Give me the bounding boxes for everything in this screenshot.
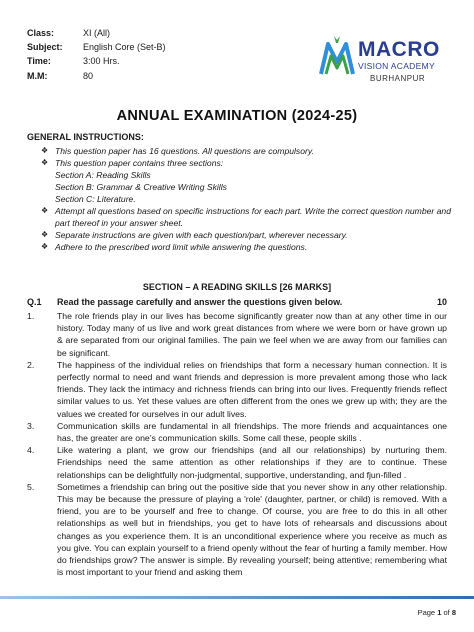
general-instructions-heading: GENERAL INSTRUCTIONS:	[27, 132, 144, 142]
page-current: 1	[437, 608, 442, 617]
logo-subtitle: VISION ACADEMY	[358, 61, 435, 71]
paragraph-text: Like watering a plant, we grow our friendships (and all our relationships) by nurturing them. Friendships need the same attention as other relationships if they are to continue. These relationships can be delightfully non-judgmental, supportive, understanding, and fjun-filled .	[57, 445, 447, 480]
paragraph-text: The happiness of the individual relies on friendships that form a necessary human connection. It is perfectly normal to need and want friends and depression is more prevalent among those who lack friends. They lack the intimacy and richness friends can bring into our lives. Frequently friends reflect similar values to us. Yet these values are often different from the ones we grew up with; they are the values we created for ourselves in our adult lives.	[57, 359, 447, 419]
footer-divider	[0, 596, 474, 599]
logo-title: MACRO	[358, 38, 440, 61]
passage	[27, 310, 447, 578]
paragraph-number: 2.	[27, 359, 35, 370]
meta-label: M.M:	[27, 70, 48, 81]
question-marks: 10	[436, 297, 447, 307]
meta-value: English Core (Set-B)	[83, 42, 166, 53]
passage-paragraph	[27, 420, 447, 444]
meta-label: Class:	[27, 28, 55, 38]
diamond-bullet-icon: ❖	[41, 230, 49, 239]
instruction-text: Section A: Reading Skills	[55, 170, 151, 180]
instruction-text: Attempt all questions based on specific instructions for each part. Write the correct question number and part thereof in your answer sheet.	[55, 206, 451, 228]
logo-city: BURHANPUR	[370, 74, 426, 83]
passage-paragraph	[27, 444, 447, 481]
question-1	[27, 297, 447, 307]
meta-value: 80	[83, 70, 94, 81]
paragraph-number: 5.	[27, 481, 35, 492]
meta-row-class	[27, 26, 166, 40]
page-of: of	[443, 608, 450, 617]
instruction-item	[41, 157, 456, 169]
paragraph-text: The role friends play in our lives has become significantly greater now than at any other time in our history. Today many of us live and work great distances from where we were born or have grown up & are separated from our original families. The pain we feel when we are away from our families can be significant.	[57, 311, 447, 358]
passage-paragraph	[27, 481, 447, 579]
meta-row-subject	[27, 40, 166, 54]
instruction-text: Separate instructions are given with each question/part, wherever necessary.	[55, 230, 348, 240]
paragraph-text: Sometimes a friendship can bring out the positive side that you never show in any other relationship. This may be because the pressure of playing a 'role' (daughter, partner, or child) is removed. With a friend, you are to be yourself and free to change. Of course, you are free to do this in all other relationships as well but in friendships, you get to have lots of rehearsals and discussions about changes as you experience them. It is an unconditional experience where you receive as much as you give. You can explain yourself to a friend openly without the fear of hurting a family member. How do friendships grow? The answer is simple. By revealing yourself; being attentive; remembering what is most important to your friend and asking them	[57, 481, 447, 578]
instruction-subitem	[41, 169, 456, 181]
page-number	[418, 608, 456, 617]
instruction-text: Section B: Grammar & Creative Writing Skills	[55, 182, 227, 192]
instruction-text: Adhere to the prescribed word limit while answering the questions.	[55, 242, 308, 252]
exam-title: ANNUAL EXAMINATION (2024-25)	[116, 108, 358, 124]
meta-label: Time:	[27, 56, 51, 67]
instruction-item	[41, 145, 456, 157]
instruction-item	[41, 205, 456, 229]
passage-paragraph	[27, 359, 447, 420]
question-text: Read the passage carefully and answer the questions given below.	[57, 297, 343, 307]
meta-row-time	[27, 54, 166, 68]
paragraph-number: 4.	[27, 445, 35, 456]
diamond-bullet-icon: ❖	[41, 146, 49, 155]
instruction-text: This question paper contains three sections:	[55, 158, 224, 168]
instruction-text: Section C: Literature.	[55, 194, 136, 204]
meta-value: 3:00 Hrs.	[83, 56, 120, 67]
general-instructions-list	[41, 145, 456, 253]
passage-paragraph	[27, 310, 447, 359]
instruction-subitem	[41, 193, 456, 205]
meta-value: XI (All)	[83, 28, 110, 38]
logo-mark-icon	[318, 34, 356, 78]
paragraph-text: Communication skills are fundamental in all friendships. The more friends and acquaintances one has, the greater are one’s communication skills. Some call these, people skills .	[57, 420, 447, 444]
instruction-text: This question paper has 16 questions. All questions are compulsory.	[55, 146, 314, 156]
diamond-bullet-icon: ❖	[41, 242, 49, 251]
paragraph-number: 3.	[27, 420, 35, 431]
meta-label: Subject:	[27, 42, 63, 53]
instruction-item	[41, 229, 456, 241]
academy-logo	[318, 30, 448, 100]
page-label: Page	[417, 608, 436, 617]
diamond-bullet-icon: ❖	[41, 158, 49, 167]
instruction-item	[41, 241, 456, 253]
meta-row-marks	[27, 69, 166, 83]
instruction-subitem	[41, 181, 456, 193]
question-number: Q.1	[27, 297, 42, 307]
paragraph-number: 1.	[27, 311, 35, 321]
page-total: 8	[451, 608, 456, 617]
diamond-bullet-icon: ❖	[41, 206, 49, 215]
section-a-heading: SECTION – A READING SKILLS [26 MARKS]	[142, 282, 332, 292]
exam-meta	[27, 26, 166, 83]
